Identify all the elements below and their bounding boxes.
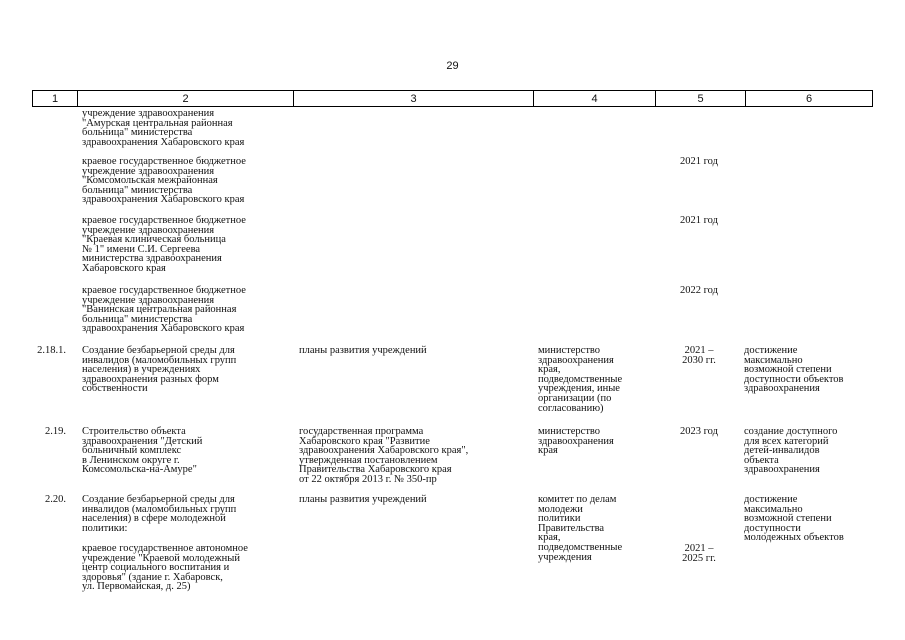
row-number-2-19: 2.19. <box>45 426 66 437</box>
institution-youth-center: краевое государственное автономное учреждение "Краевой молодежный центр социального воспитания и здоровья" (здание г. Хабаровск, ул. Первомайская, д. 25) <box>82 543 248 593</box>
row-number-2-20: 2.20. <box>45 494 66 505</box>
result-2-20: достижение максимально возможной степени доступности молодежных объектов <box>744 494 844 544</box>
page-number: 29 <box>446 60 459 72</box>
result-2-18-1: достижение максимально возможной степени доступности объектов здравоохранения <box>744 345 844 395</box>
header-col-3: 3 <box>294 91 534 106</box>
basis-2-18-1: планы развития учреждений <box>299 345 427 356</box>
deadline-vanino: 2022 год <box>680 285 718 296</box>
executor-2-20: комитет по делам молодежи политики Правительства края, подведомственные учреждения <box>538 494 623 563</box>
continued-institution: учреждение здравоохранения "Амурская центральная районная больница" министерства здравоохранения Хабаровского края <box>82 108 245 148</box>
basis-2-19: государственная программа Хабаровского края "Развитие здравоохранения Хабаровского края", утвержденная постановлением Правительства Хабаровского края от 22 октября 2013 г. № 350-пр <box>299 426 469 485</box>
header-col-5: 5 <box>656 91 746 106</box>
result-2-19: создание доступного для всех категорий детей-инвалидов объекта здравоохранения <box>744 426 838 476</box>
header-col-2: 2 <box>78 91 294 106</box>
deadline-regional-hospital: 2021 год <box>680 215 718 226</box>
measure-2-20: Создание безбарьерной среды для инвалидов (маломобильных групп населения) в сфере молодежной политики: <box>82 494 237 534</box>
measure-2-18-1: Создание безбарьерной среды для инвалидов (маломобильных групп населения) в учреждениях здравоохранения разных форм собственности <box>82 345 237 395</box>
table-header <box>32 90 873 107</box>
institution-komsomolsk: краевое государственное бюджетное учреждение здравоохранения "Комсомольская межрайонная больница" министерства здравоохранения Хабаровского края <box>82 156 246 206</box>
executor-2-18-1: министерство здравоохранения края, подведомственные учреждения, иные организации (по согласованию) <box>538 345 623 414</box>
header-col-1: 1 <box>33 91 78 106</box>
deadline-youth-center: 2021 – 2025 гг. <box>682 543 716 564</box>
deadline-komsomolsk: 2021 год <box>680 156 718 167</box>
measure-2-19: Строительство объекта здравоохранения "Детский больничный комплекс в Ленинском округе г. Комсомольска-на-Амуре" <box>82 426 203 476</box>
deadline-2-18-1: 2021 – 2030 гг. <box>682 345 716 366</box>
row-number-2-18-1: 2.18.1. <box>37 345 66 356</box>
institution-vanino: краевое государственное бюджетное учреждение здравоохранения "Ванинская центральная районная больница" министерства здравоохранения Хабаровского края <box>82 285 246 335</box>
basis-2-20: планы развития учреждений <box>299 494 427 505</box>
institution-regional-hospital: краевое государственное бюджетное учреждение здравоохранения "Краевая клиническая больница № 1" имени С.И. Сергеева министерства здравоохранения Хабаровского края <box>82 215 246 274</box>
header-col-6: 6 <box>805 92 813 105</box>
header-col-4: 4 <box>534 91 656 106</box>
deadline-2-19: 2023 год <box>680 426 718 437</box>
executor-2-19: министерство здравоохранения края <box>538 426 614 457</box>
